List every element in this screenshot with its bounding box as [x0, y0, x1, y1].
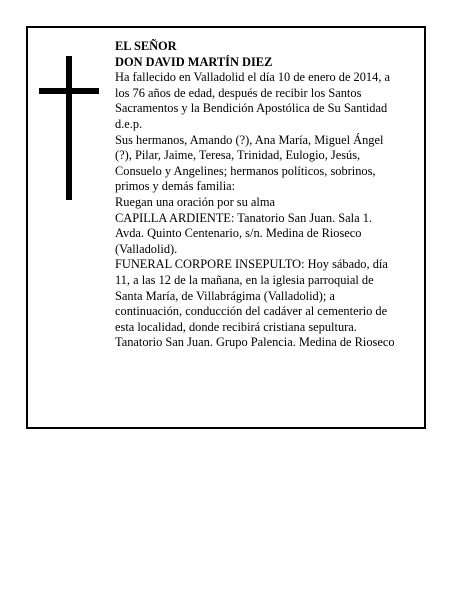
notice-line: Ha fallecido en Valladolid el día 10 de enero de 2014, a [115, 70, 391, 85]
notice-line: CAPILLA ARDIENTE: Tanatorio San Juan. Sala 1. [115, 210, 373, 225]
notice-line: Sacramentos y la Bendición Apostólica de Su Santidad [115, 101, 388, 116]
notice-line: Santa María, de Villabrágima (Valladolid); a [115, 288, 335, 303]
notice-line: Ruegan una oración por su alma [115, 194, 275, 209]
notice-text [115, 39, 427, 351]
notice-line: Avda. Quinto Centenario, s/n. Medina de Rioseco [115, 226, 362, 241]
notice-line: FUNERAL CORPORE INSEPULTO: Hoy sábado, día [115, 257, 388, 272]
notice-line: 11, a las 12 de la mañana, en la iglesia parroquial de [115, 272, 374, 287]
obituary-notice [26, 26, 426, 429]
notice-line: d.e.p. [115, 116, 143, 131]
notice-line: continuación, conducción del cadáver al cementerio de [115, 304, 388, 319]
notice-line: esta localidad, donde recibirá cristiana sepultura. [115, 319, 357, 334]
cross-horizontal-bar [39, 88, 99, 94]
notice-line: Sus hermanos, Amando (?), Ana María, Miguel Ángel [115, 132, 384, 147]
notice-line: Consuelo y Angelines; hermanos políticos, sobrinos, [115, 163, 376, 178]
notice-heading-title: EL SEÑOR [115, 39, 177, 53]
notice-line: (?), Pilar, Jaime, Teresa, Trinidad, Eulogio, Jesús, [115, 148, 361, 163]
notice-line: Tanatorio San Juan. Grupo Palencia. Medina de Rioseco [115, 335, 395, 350]
cross-icon [39, 56, 99, 200]
notice-line: los 76 años de edad, después de recibir los Santos [115, 85, 362, 100]
notice-line: primos y demás familia: [115, 179, 236, 194]
cross-vertical-bar [66, 56, 72, 200]
notice-line: (Valladolid). [115, 241, 178, 256]
deceased-name: DON DAVID MARTÍN DIEZ [115, 54, 273, 69]
